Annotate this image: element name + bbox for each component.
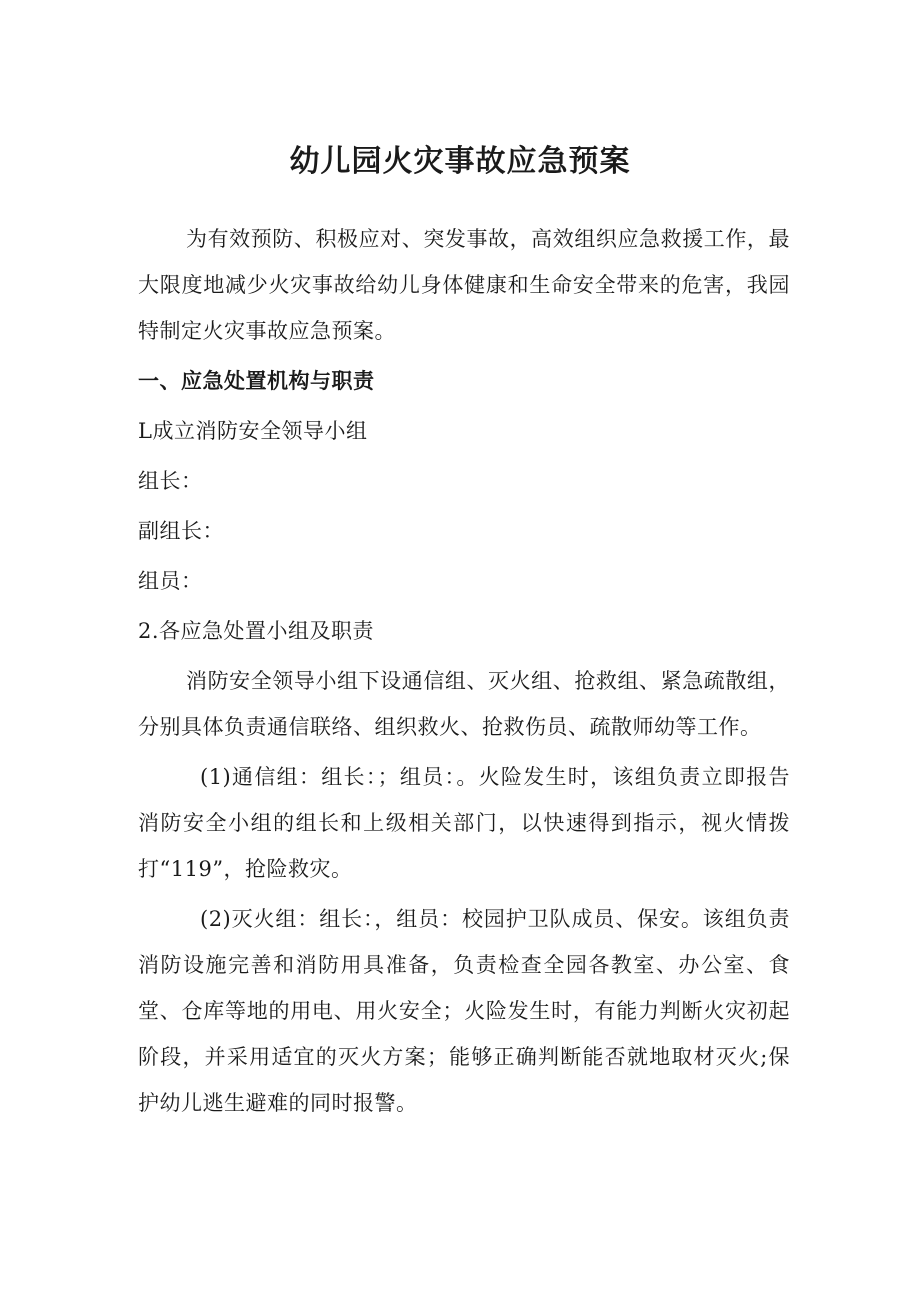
list-item-1: L成立消防安全领导小组: [138, 419, 368, 443]
members-line: 组员：: [138, 569, 203, 593]
intro-paragraph: 为有效预防、积极应对、突发事故，高效组织应急救援工作，最大限度地减少火灾事故给幼儿身体健康和生命安全带来的危害，我园特制定火灾事故应急预案。: [138, 227, 790, 343]
document-body: [138, 216, 790, 1126]
page-title: 幼儿园火灾事故应急预案: [289, 144, 631, 179]
comm-group-paragraph: (1)通信组：组长：；组员：。火险发生时，该组负责立即报告消防安全小组的组长和上级相关部门，以快速得到指示，视火情拨打“119”，抢险救灾。: [138, 765, 790, 881]
leader-line: 组长：: [138, 469, 203, 493]
section-heading: 一、应急处置机构与职责: [138, 369, 375, 393]
vice-leader-line: 副组长：: [138, 519, 224, 543]
fire-group-paragraph: (2)灭火组：组长：，组员：校园护卫队成员、保安。该组负责消防设施完善和消防用具准备，负责检查全园各教室、办公室、食堂、仓库等地的用电、用火安全；火险发生时，有能力判断火灾初起阶段，并采用适宜的灭火方案；能够正确判断能否就地取材灭火;保护幼儿逃生避难的同时报警。: [138, 907, 790, 1115]
list-item-2: 2.各应急处置小组及职责: [138, 619, 375, 643]
groups-paragraph: 消防安全领导小组下设通信组、灭火组、抢救组、紧急疏散组，分别具体负责通信联络、组织救火、抢救伤员、疏散师幼等工作。: [138, 669, 790, 739]
